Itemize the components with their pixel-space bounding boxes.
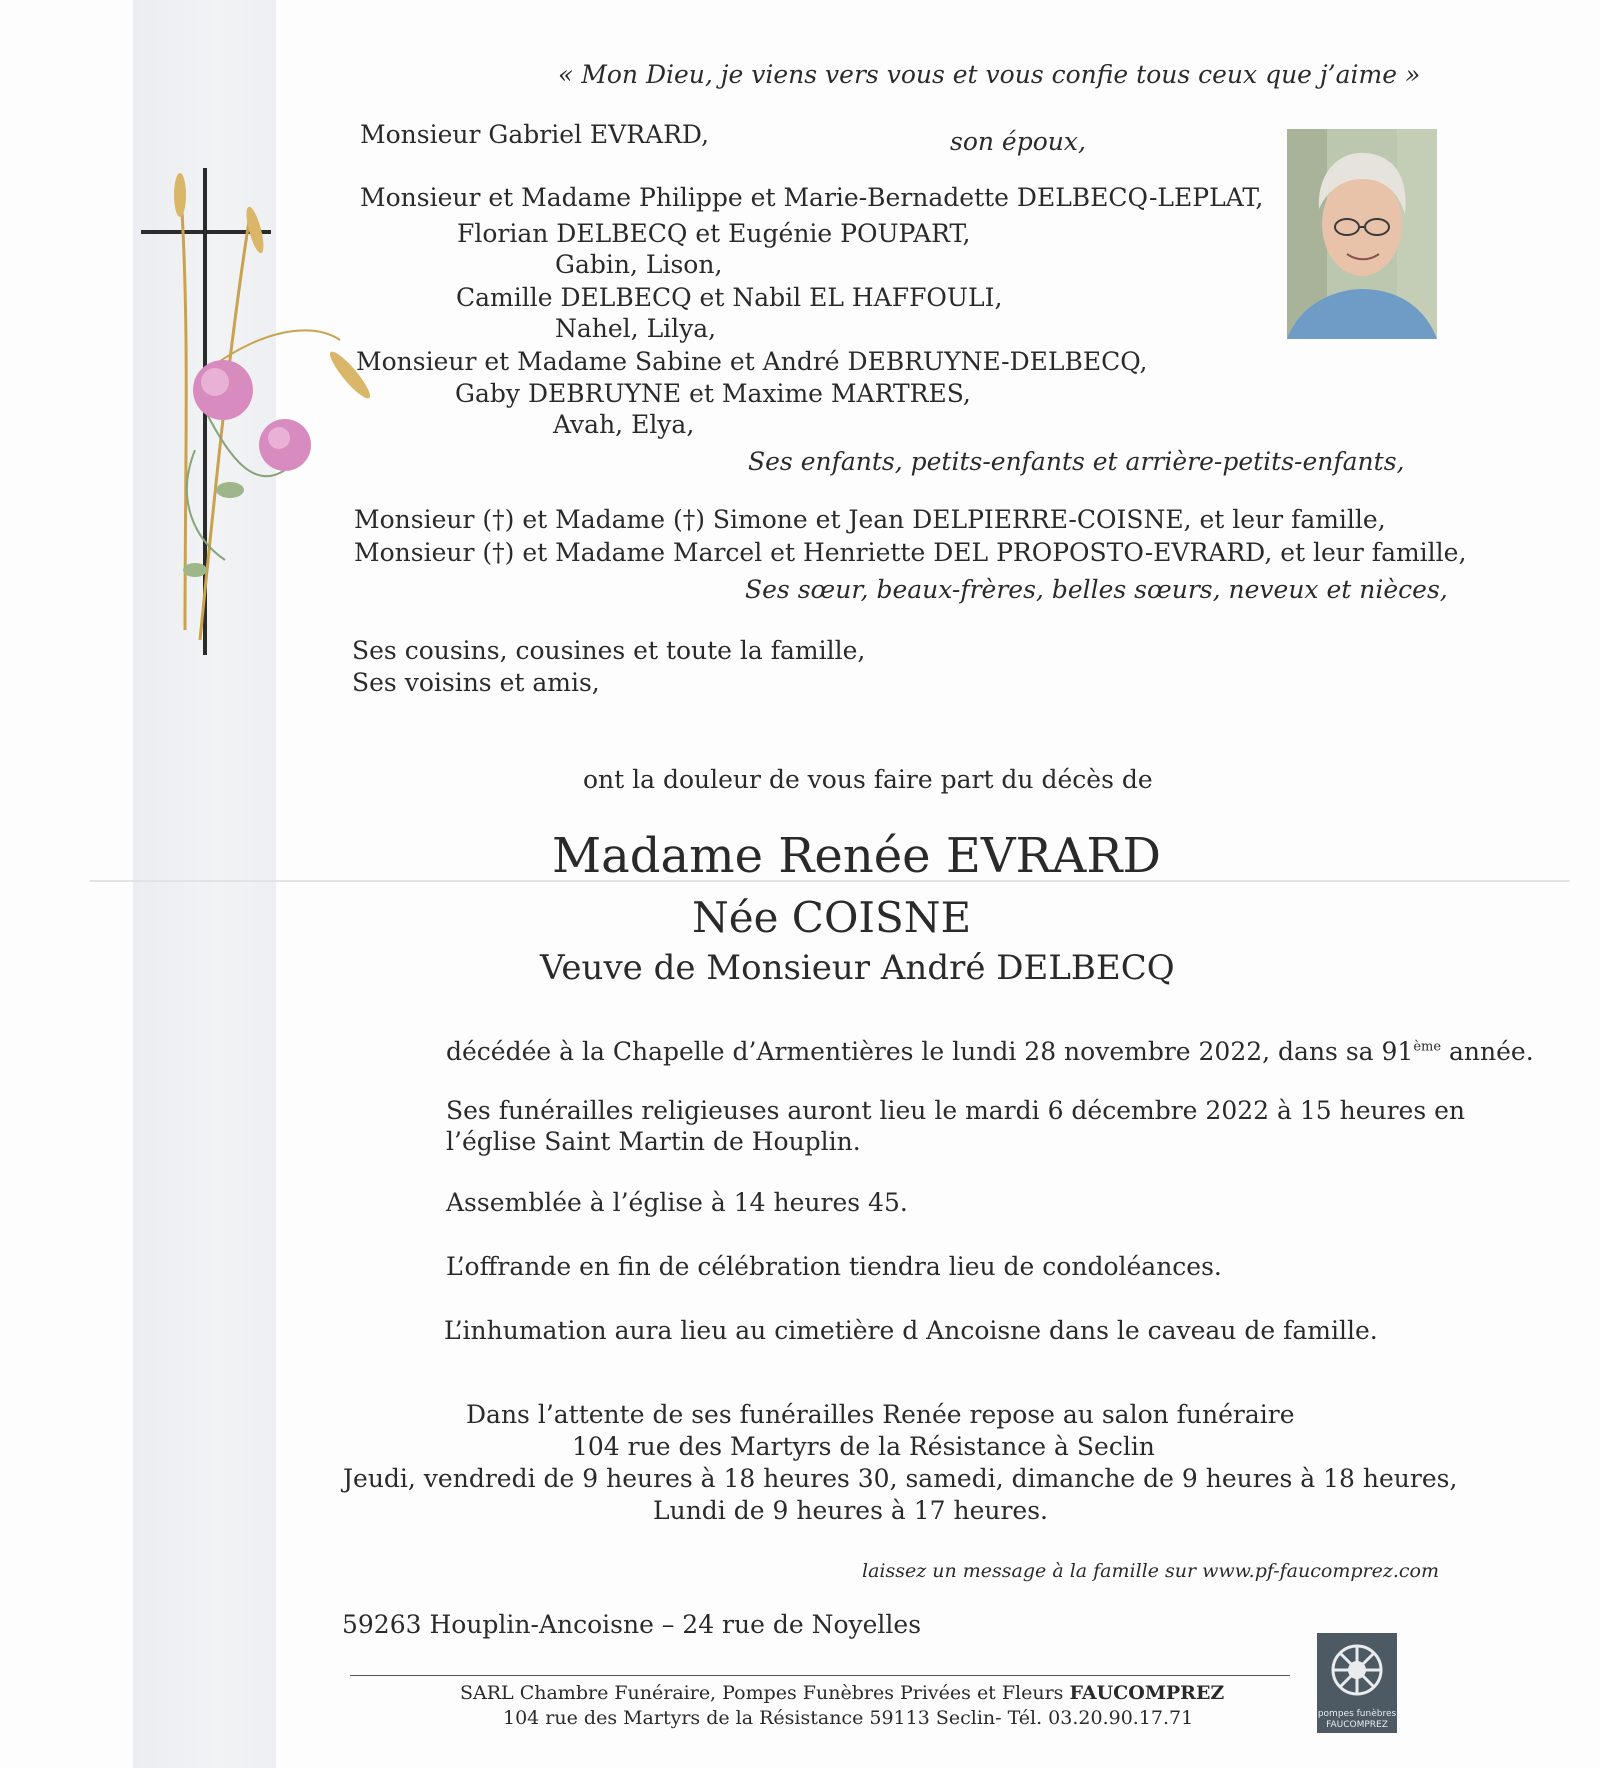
logo-brand: FAUCOMPREZ xyxy=(1326,1720,1388,1730)
family-address: 59263 Houplin-Ancoisne – 24 rue de Noyelles xyxy=(342,1610,922,1639)
spouse-name: Monsieur Gabriel EVRARD, xyxy=(360,120,710,149)
company-contact: 104 rue des Martyrs de la Résistance 59113 Seclin- Tél. 03.20.90.17.71 xyxy=(503,1707,1194,1729)
viewing-line: 104 rue des Martyrs de la Résistance à Seclin xyxy=(572,1432,1155,1461)
death-details: décédée à la Chapelle d’Armentières le lundi 28 novembre 2022, dans sa 91ème année. xyxy=(446,1037,1534,1066)
siblings-line: Monsieur (†) et Madame Marcel et Henriette DEL PROPOSTO-EVRARD, et leur famille, xyxy=(354,538,1467,567)
cross-flowers-icon xyxy=(135,160,415,670)
children-line: Gaby DEBRUYNE et Maxime MARTRES, xyxy=(455,379,971,408)
company-line: SARL Chambre Funéraire, Pompes Funèbres Privées et Fleurs FAUCOMPREZ xyxy=(460,1682,1225,1704)
burial-line: L’inhumation aura lieu au cimetière d Ancoisne dans le caveau de famille. xyxy=(444,1316,1378,1345)
message-link[interactable]: laissez un message à la famille sur www.pf-faucomprez.com xyxy=(862,1560,1439,1582)
opening-quote: « Mon Dieu, je viens vers vous et vous confie tous ceux que j’aime » xyxy=(558,60,1421,89)
viewing-line: Dans l’attente de ses funérailles Renée repose au salon funéraire xyxy=(466,1400,1295,1429)
logo-text: pompes funèbres xyxy=(1317,1709,1397,1719)
maiden-name: Née COISNE xyxy=(692,893,972,942)
children-line: Avah, Elya, xyxy=(553,410,695,439)
deceased-name: Madame Renée EVRARD xyxy=(552,828,1161,884)
company-logo xyxy=(1317,1633,1397,1733)
children-line: Camille DELBECQ et Nabil EL HAFFOULI, xyxy=(456,283,1003,312)
viewing-line: Lundi de 9 heures à 17 heures. xyxy=(653,1496,1048,1525)
viewing-line: Jeudi, vendredi de 9 heures à 18 heures 30, samedi, dimanche de 9 heures à 18 heures, xyxy=(343,1464,1458,1493)
assembly-line: Assemblée à l’église à 14 heures 45. xyxy=(446,1188,908,1217)
children-line: Gabin, Lison, xyxy=(555,250,723,279)
siblings-role: Ses sœur, beaux-frères, belles sœurs, neveux et nièces, xyxy=(745,575,1448,604)
children-line: Monsieur et Madame Philippe et Marie-Bernadette DELBECQ-LEPLAT, xyxy=(360,183,1264,212)
announcement-intro: ont la douleur de vous faire part du décès de xyxy=(583,765,1153,794)
others-line: Ses cousins, cousines et toute la famille, xyxy=(352,636,866,665)
siblings-line: Monsieur (†) et Madame (†) Simone et Jean DELPIERRE-COISNE, et leur famille, xyxy=(354,505,1386,534)
offering-line: L’offrande en fin de célébration tiendra lieu de condoléances. xyxy=(446,1252,1222,1281)
spouse-role: son époux, xyxy=(950,127,1086,156)
children-line: Florian DELBECQ et Eugénie POUPART, xyxy=(457,219,971,248)
funeral-line: l’église Saint Martin de Houplin. xyxy=(446,1127,861,1156)
children-line: Monsieur et Madame Sabine et André DEBRUYNE-DELBECQ, xyxy=(356,347,1148,376)
others-line: Ses voisins et amis, xyxy=(352,668,600,697)
children-line: Nahel, Lilya, xyxy=(555,314,717,343)
children-role: Ses enfants, petits-enfants et arrière-petits-enfants, xyxy=(748,447,1405,476)
funeral-line: Ses funérailles religieuses auront lieu le mardi 6 décembre 2022 à 15 heures en xyxy=(446,1096,1466,1125)
widow-line: Veuve de Monsieur André DELBECQ xyxy=(540,948,1175,988)
logo-rosette-icon xyxy=(1317,1638,1397,1708)
footer-divider xyxy=(350,1675,1290,1676)
portrait-photo xyxy=(1287,129,1437,339)
